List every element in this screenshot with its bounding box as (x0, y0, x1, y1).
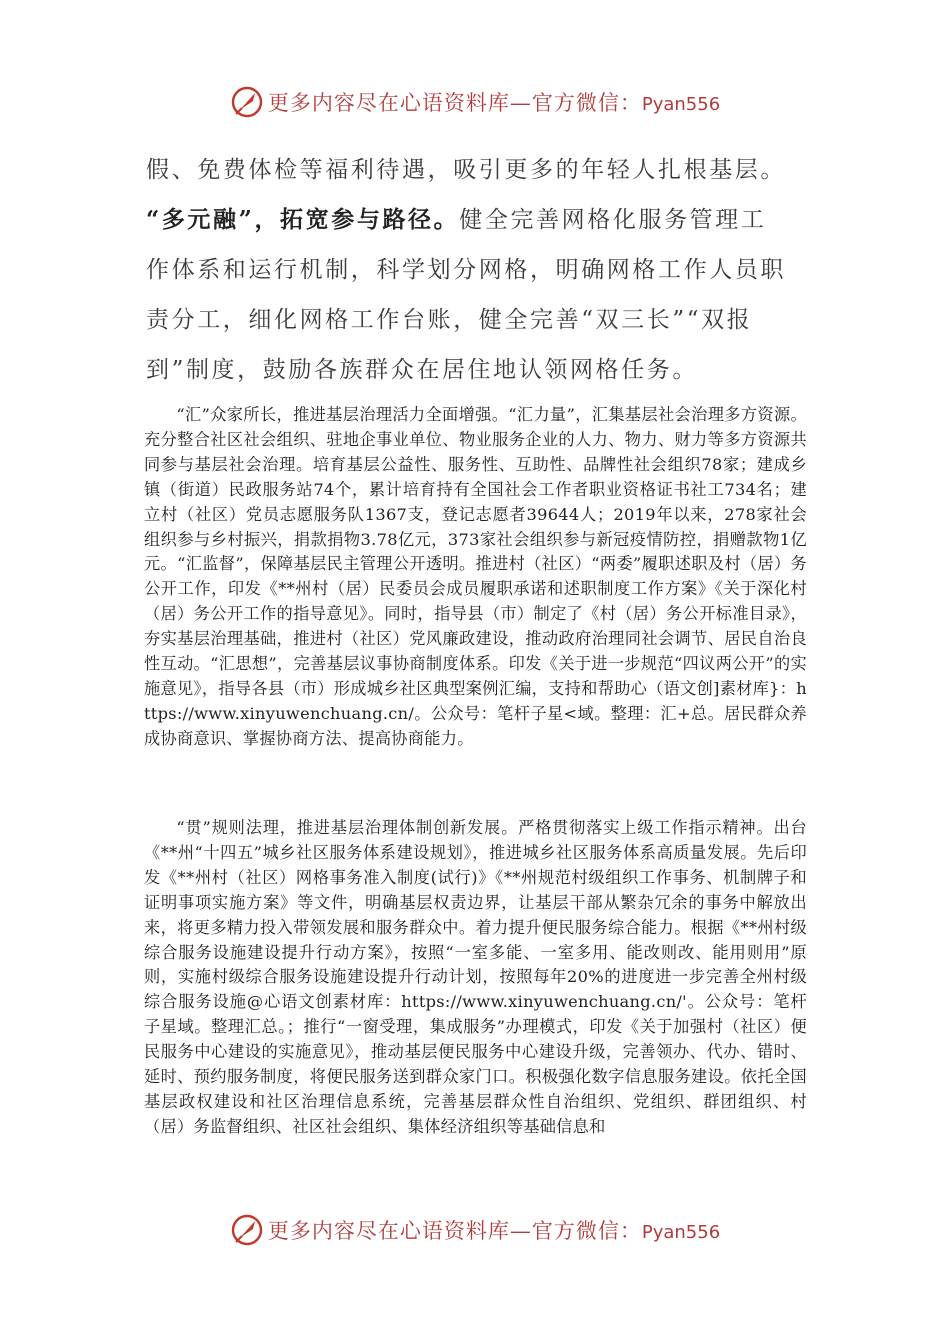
quill-logo-icon (230, 85, 264, 119)
large-text-block (146, 145, 810, 395)
large-text-line: 到”制度，鼓励各族群众在居住地认领网格任务。 (146, 357, 698, 383)
large-text-line: “多元融”，拓宽参与路径。健全完善网格化服务管理工 (146, 206, 767, 233)
banner-text: 更多内容尽在心语资料库—官方微信：Pyan556 (267, 91, 721, 115)
large-text-line: 作体系和运行机制，科学划分网格，明确网格工作人员职 (146, 257, 786, 283)
section-heading-duoyuanrong: “多元融”，拓宽参与路径。 (146, 206, 460, 233)
footer-banner (0, 1210, 950, 1250)
quill-logo-icon (230, 1213, 264, 1247)
paragraph-hui: “汇”众家所长，推进基层治理活力全面增强。“汇力量”，汇集基层社会治理多方资源。充分整合社区社会组织、驻地企事业单位、物业服务企业的人力、物力、财力等多方资源共同参与基层社会治理。培育基层公益性、服务性、互助性、品牌性社会组织78家；建成乡镇（街道）民政服务站74个，累计培育持有全国社会工作者职业资格证书社工734名；建立村（社区）党员志愿服务队1367支，登记志愿者39644人；2019年以来，278家社会组织参与乡村振兴，捐款捐物3.78亿元，373家社会组织参与新冠疫情防控，捐赠款物1亿元。“汇监督”，保障基层民主管理公开透明。推进村（社区）“两委”履职述职及村（居）务公开工作，印发《**州村（居）民委员会成员履职承诺和述职制度工作方案》《关于深化村（居）务公开工作的指导意见》。同时，指导县（市）制定了《村（居）务公开标准目录》，夯实基层治理基础，推进村（社区）党风廉政建设，推动政府治理同社会调节、居民自治良性互动。“汇思想”，完善基层议事协商制度体系。印发《关于进一步规范“四议两公开”的实施意见》，指导各县（市）形成城乡社区典型案例汇编，支持和帮助心（语文创]素材库}：https://www.xinyuwenchuang.cn/。公众号：笔杆子星<域。整理：汇+总。居民群众养成协商意识、掌握协商方法、提高协商能力。 (144, 405, 807, 748)
paragraph-guan: “贯”规则法理，推进基层治理体制创新发展。严格贯彻落实上级工作指示精神。出台《**州“十四五”城乡社区服务体系建设规划》，推进城乡社区服务体系高质量发展。先后印发《**州村（社区）网格事务准入制度(试行)》《**州规范村级组织工作事务、机制牌子和证明事项实施方案》等文件，明确基层权责边界，让基层干部从繁杂冗余的事务中解放出来，将更多精力投入带领发展和服务群众中。着力提升便民服务综合能力。根据《**州村级综合服务设施建设提升行动方案》，按照“一室多能、一室多用、能改则改、能用则用”原则，实施村级综合服务设施建设提升行动计划，按照每年20%的进度进一步完善全州村级综合服务设施@心语文创素材库：https://www.xinyuwenchuang.cn/'。公众号：笔杆子星域。整理汇总。；推行“一窗受理，集成服务”办理模式，印发《关于加强村（社区）便民服务中心建设的实施意见》，推动基层便民服务中心建设升级，完善领办、代办、错时、延时、预约服务制度，将便民服务送到群众家门口。积极强化数字信息服务建设。依托全国基层政权建设和社区治理信息系统，完善基层群众性自治组织、党组织、群团组织、村（居）务监督组织、社区社会组织、集体经济组织等基础信息和 (144, 818, 807, 1136)
banner-text: 更多内容尽在心语资料库—官方微信：Pyan556 (267, 1219, 721, 1243)
header-banner (0, 82, 950, 122)
large-text-line: 假、免费体检等福利待遇，吸引更多的年轻人扎根基层。 (146, 157, 786, 183)
large-text-line: 责分工，细化网格工作台账，健全完善“双三长”“双报 (146, 307, 753, 333)
